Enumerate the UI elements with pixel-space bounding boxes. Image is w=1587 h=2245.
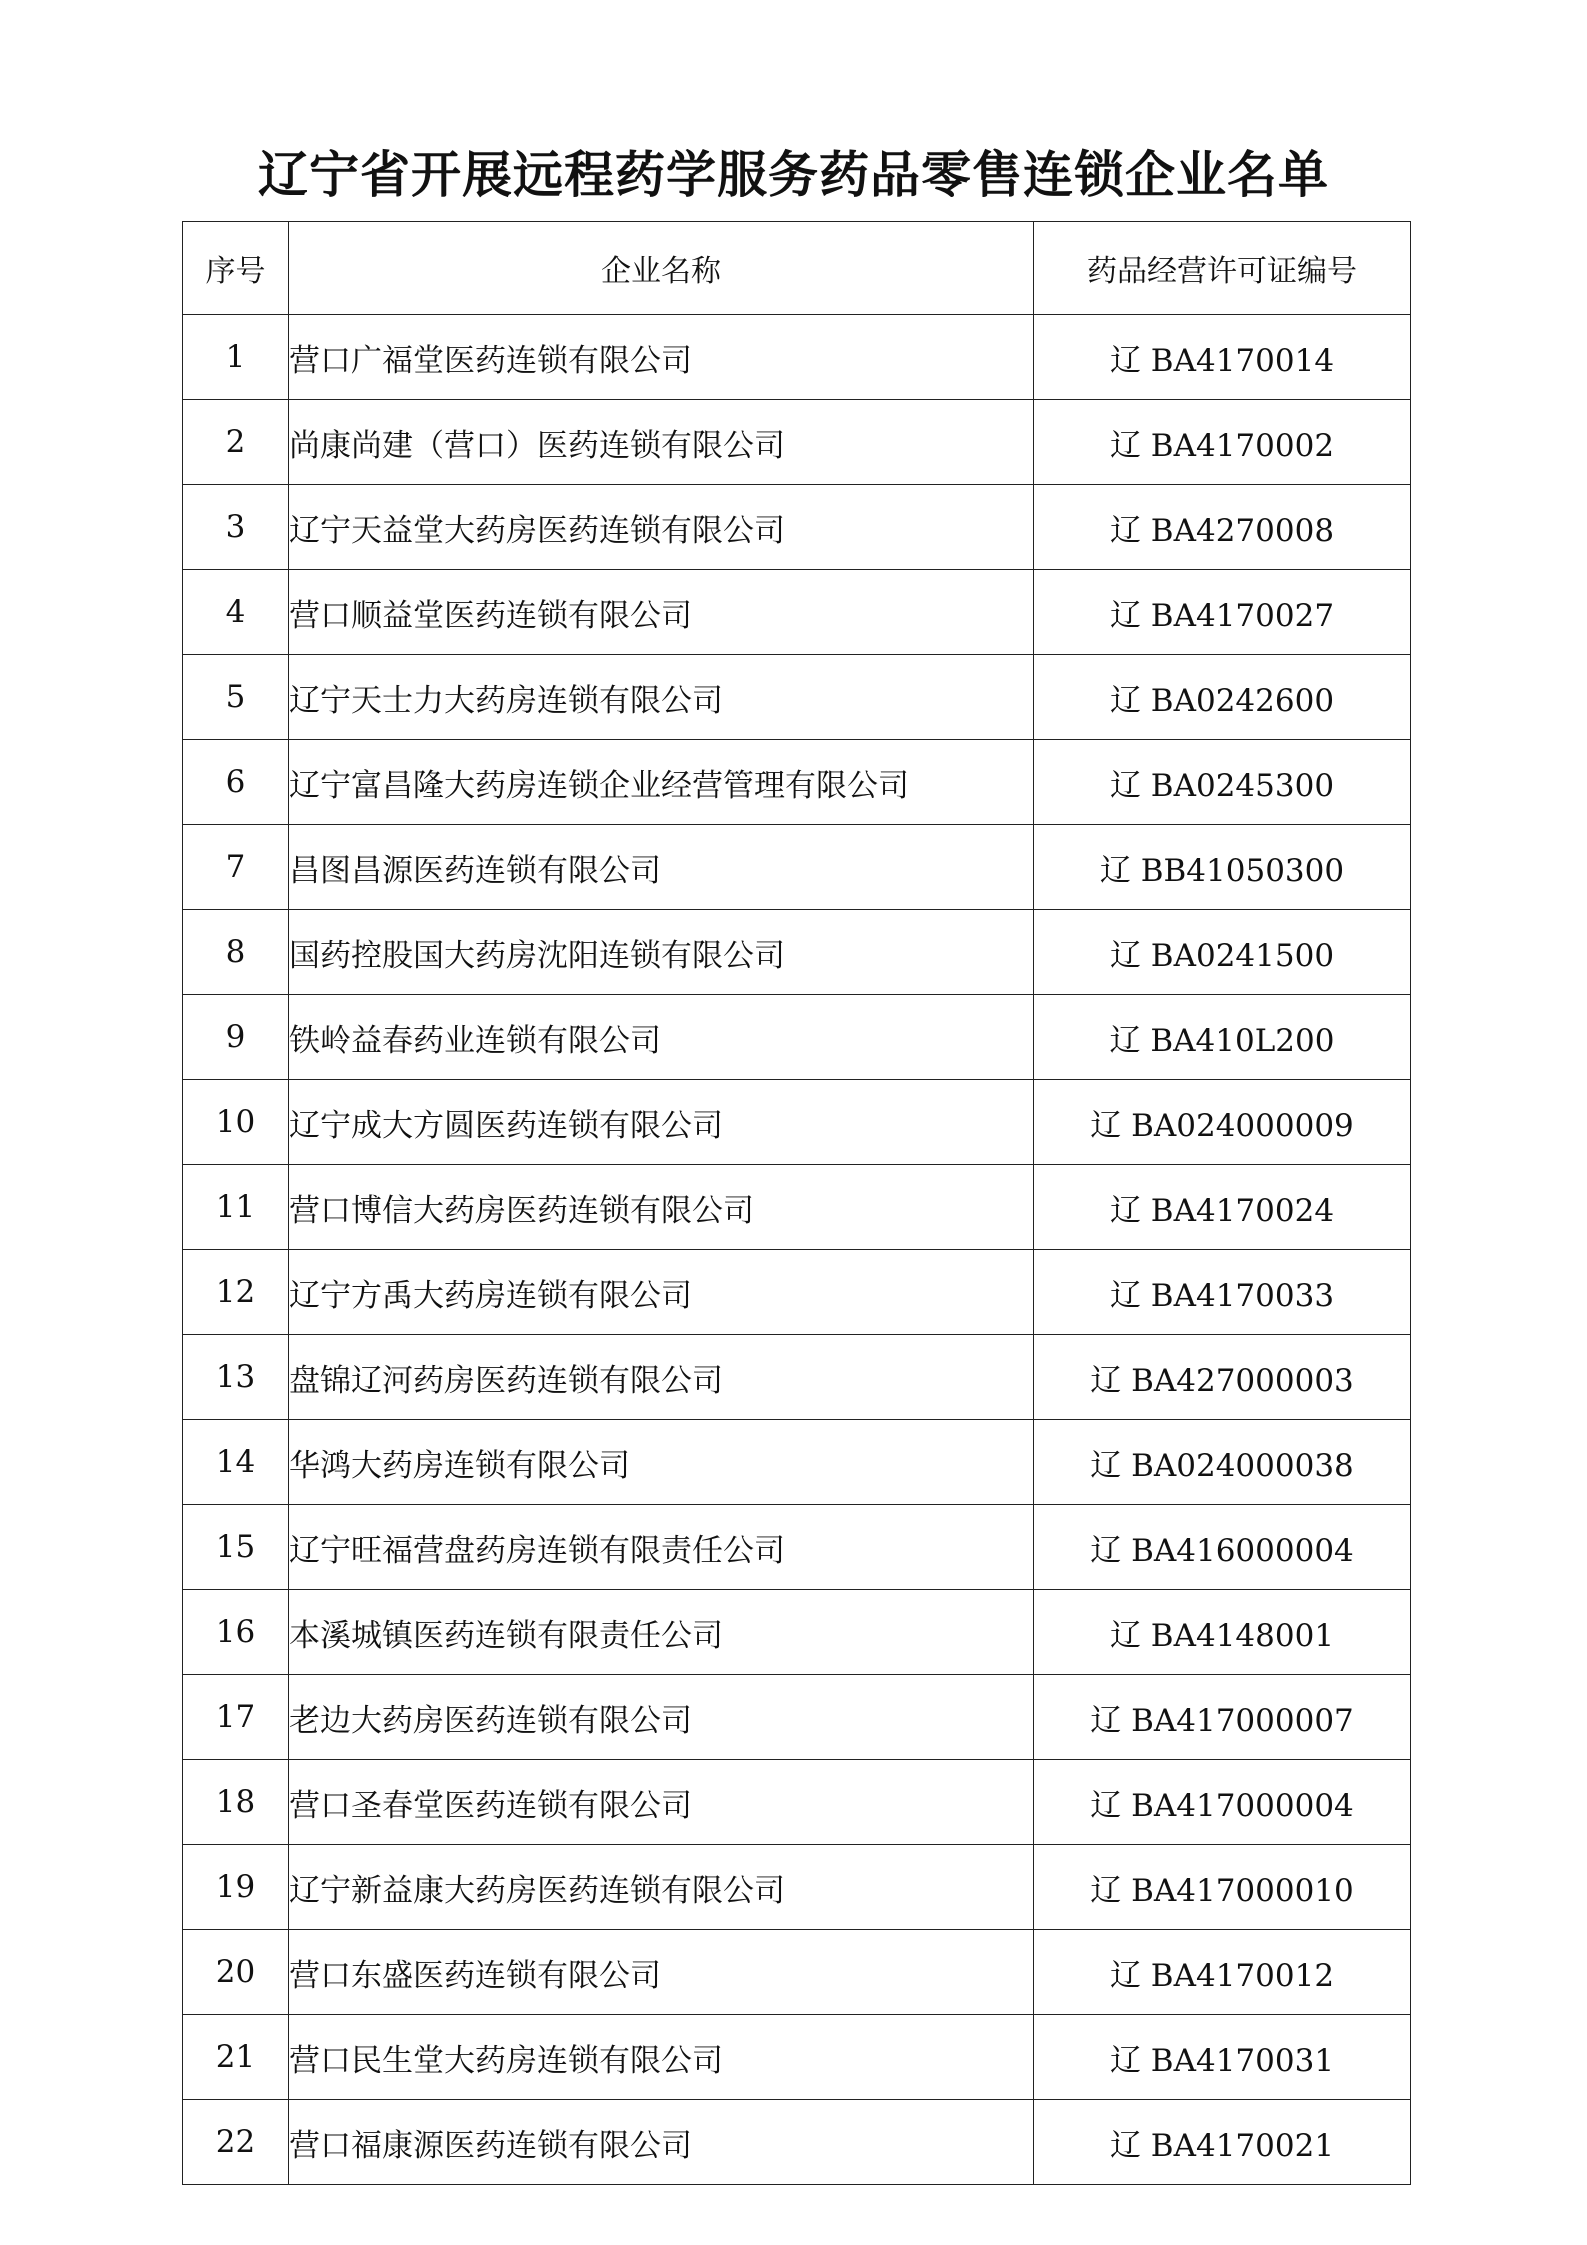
table-body — [183, 315, 1411, 2185]
row-enterprise-name: 辽宁富昌隆大药房连锁企业经营管理有限公司 — [289, 740, 1034, 825]
table-row — [183, 315, 1411, 400]
row-license-number: 辽 BA0241500 — [1034, 910, 1411, 995]
row-enterprise-name: 辽宁天士力大药房连锁有限公司 — [289, 655, 1034, 740]
row-license-number: 辽 BA024000009 — [1034, 1080, 1411, 1165]
row-enterprise-name: 华鸿大药房连锁有限公司 — [289, 1420, 1034, 1505]
row-enterprise-name: 辽宁方禹大药房连锁有限公司 — [289, 1250, 1034, 1335]
row-enterprise-name: 营口广福堂医药连锁有限公司 — [289, 315, 1034, 400]
row-license-number: 辽 BA417000004 — [1034, 1760, 1411, 1845]
row-serial-number: 6 — [183, 740, 289, 825]
row-serial-number: 3 — [183, 485, 289, 570]
table-row — [183, 485, 1411, 570]
table-row — [183, 1590, 1411, 1675]
row-enterprise-name: 营口博信大药房医药连锁有限公司 — [289, 1165, 1034, 1250]
row-license-number: 辽 BA410L200 — [1034, 995, 1411, 1080]
row-enterprise-name: 老边大药房医药连锁有限公司 — [289, 1675, 1034, 1760]
table-header-row — [183, 222, 1411, 315]
row-serial-number: 21 — [183, 2015, 289, 2100]
row-enterprise-name: 辽宁成大方圆医药连锁有限公司 — [289, 1080, 1034, 1165]
row-serial-number: 9 — [183, 995, 289, 1080]
page-title: 辽宁省开展远程药学服务药品零售连锁企业名单 — [258, 146, 1329, 204]
row-serial-number: 4 — [183, 570, 289, 655]
row-serial-number: 15 — [183, 1505, 289, 1590]
row-serial-number: 20 — [183, 1930, 289, 2015]
row-license-number: 辽 BB41050300 — [1034, 825, 1411, 910]
row-serial-number: 22 — [183, 2100, 289, 2185]
row-serial-number: 12 — [183, 1250, 289, 1335]
table-row — [183, 2015, 1411, 2100]
row-enterprise-name: 本溪城镇医药连锁有限责任公司 — [289, 1590, 1034, 1675]
row-license-number: 辽 BA4170021 — [1034, 2100, 1411, 2185]
row-license-number: 辽 BA4170033 — [1034, 1250, 1411, 1335]
table-row — [183, 1930, 1411, 2015]
row-license-number: 辽 BA4170012 — [1034, 1930, 1411, 2015]
row-serial-number: 14 — [183, 1420, 289, 1505]
row-license-number: 辽 BA416000004 — [1034, 1505, 1411, 1590]
table-row — [183, 570, 1411, 655]
row-serial-number: 16 — [183, 1590, 289, 1675]
header-serial-number: 序号 — [183, 222, 289, 315]
row-enterprise-name: 营口福康源医药连锁有限公司 — [289, 2100, 1034, 2185]
table-row — [183, 740, 1411, 825]
header-license-number: 药品经营许可证编号 — [1034, 222, 1411, 315]
row-enterprise-name: 铁岭益春药业连锁有限公司 — [289, 995, 1034, 1080]
row-enterprise-name: 盘锦辽河药房医药连锁有限公司 — [289, 1335, 1034, 1420]
row-serial-number: 10 — [183, 1080, 289, 1165]
row-serial-number: 18 — [183, 1760, 289, 1845]
row-enterprise-name: 昌图昌源医药连锁有限公司 — [289, 825, 1034, 910]
row-enterprise-name: 辽宁旺福营盘药房连锁有限责任公司 — [289, 1505, 1034, 1590]
table-row — [183, 2100, 1411, 2185]
row-license-number: 辽 BA4170002 — [1034, 400, 1411, 485]
row-enterprise-name: 辽宁新益康大药房医药连锁有限公司 — [289, 1845, 1034, 1930]
row-license-number: 辽 BA4170031 — [1034, 2015, 1411, 2100]
row-license-number: 辽 BA0242600 — [1034, 655, 1411, 740]
row-license-number: 辽 BA024000038 — [1034, 1420, 1411, 1505]
header-enterprise-name: 企业名称 — [289, 222, 1034, 315]
row-enterprise-name: 营口圣春堂医药连锁有限公司 — [289, 1760, 1034, 1845]
table-row — [183, 655, 1411, 740]
row-serial-number: 7 — [183, 825, 289, 910]
row-serial-number: 2 — [183, 400, 289, 485]
table-row — [183, 400, 1411, 485]
table-row — [183, 1250, 1411, 1335]
row-serial-number: 8 — [183, 910, 289, 995]
table-row — [183, 1165, 1411, 1250]
row-serial-number: 13 — [183, 1335, 289, 1420]
table-row — [183, 1335, 1411, 1420]
row-serial-number: 17 — [183, 1675, 289, 1760]
row-serial-number: 19 — [183, 1845, 289, 1930]
table-row — [183, 995, 1411, 1080]
row-license-number: 辽 BA4270008 — [1034, 485, 1411, 570]
row-enterprise-name: 辽宁天益堂大药房医药连锁有限公司 — [289, 485, 1034, 570]
enterprise-table — [182, 221, 1411, 2185]
table-row — [183, 825, 1411, 910]
table-row — [183, 1080, 1411, 1165]
row-serial-number: 11 — [183, 1165, 289, 1250]
row-serial-number: 1 — [183, 315, 289, 400]
row-license-number: 辽 BA0245300 — [1034, 740, 1411, 825]
row-enterprise-name: 营口顺益堂医药连锁有限公司 — [289, 570, 1034, 655]
table-row — [183, 1845, 1411, 1930]
table-row — [183, 1505, 1411, 1590]
table-row — [183, 910, 1411, 995]
row-license-number: 辽 BA417000007 — [1034, 1675, 1411, 1760]
table-row — [183, 1760, 1411, 1845]
row-license-number: 辽 BA4170024 — [1034, 1165, 1411, 1250]
row-license-number: 辽 BA4148001 — [1034, 1590, 1411, 1675]
table-row — [183, 1420, 1411, 1505]
row-enterprise-name: 营口民生堂大药房连锁有限公司 — [289, 2015, 1034, 2100]
row-enterprise-name: 营口东盛医药连锁有限公司 — [289, 1930, 1034, 2015]
row-license-number: 辽 BA427000003 — [1034, 1335, 1411, 1420]
table-row — [183, 1675, 1411, 1760]
row-enterprise-name: 国药控股国大药房沈阳连锁有限公司 — [289, 910, 1034, 995]
row-serial-number: 5 — [183, 655, 289, 740]
row-license-number: 辽 BA417000010 — [1034, 1845, 1411, 1930]
row-enterprise-name: 尚康尚建（营口）医药连锁有限公司 — [289, 400, 1034, 485]
row-license-number: 辽 BA4170027 — [1034, 570, 1411, 655]
row-license-number: 辽 BA4170014 — [1034, 315, 1411, 400]
